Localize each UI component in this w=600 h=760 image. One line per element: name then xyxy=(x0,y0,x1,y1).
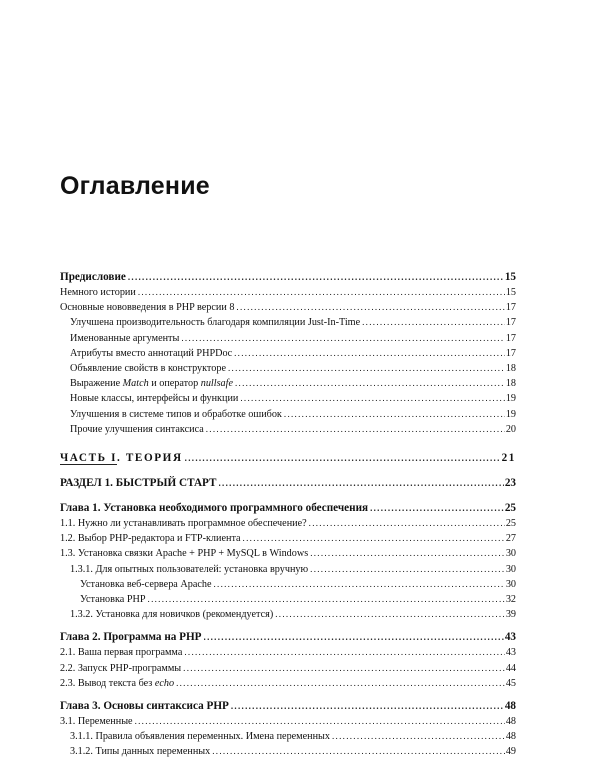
toc-entry-title: 1.3. Установка связки Apache + PHP + MySQL в Windows xyxy=(60,548,309,560)
toc-entry-page: 30 xyxy=(505,548,516,560)
dot-leader xyxy=(370,501,504,516)
toc-entry-page: 25 xyxy=(505,518,516,530)
toc-entry[interactable] xyxy=(60,391,516,406)
toc-entry-page: 19 xyxy=(505,408,516,420)
toc-entry-chapter[interactable] xyxy=(60,699,516,714)
dot-leader xyxy=(235,376,505,390)
toc-entry[interactable] xyxy=(60,516,516,531)
toc-entry-section[interactable] xyxy=(60,476,516,491)
toc-entry-page: 15 xyxy=(504,271,516,283)
dot-leader xyxy=(228,361,505,375)
dot-leader xyxy=(234,346,505,360)
toc-entry-chapter[interactable] xyxy=(60,630,516,645)
toc-entry-title: Атрибуты вместо аннотаций PHPDoc xyxy=(70,347,233,359)
toc-entry-page: 43 xyxy=(505,647,516,659)
toc-entry-page: 17 xyxy=(505,347,516,359)
toc-entry-page: 23 xyxy=(504,477,516,490)
toc-entry[interactable] xyxy=(60,676,516,691)
part-label: ЧАСТЬ I xyxy=(60,452,118,465)
toc-entry-title: 1.1. Нужно ли устанавливать программное обеспечение? xyxy=(60,518,307,530)
toc-entry-title: 2.2. Запуск PHP-программы xyxy=(60,662,182,674)
dot-leader xyxy=(219,476,504,491)
toc-entry-title: ЧАСТЬ I. ТЕОРИЯ xyxy=(60,452,183,465)
toc-entry-page: 17 xyxy=(505,317,516,329)
toc-entry-page: 17 xyxy=(505,332,516,344)
toc-entry-page: 18 xyxy=(505,378,516,390)
toc-entry[interactable] xyxy=(60,661,516,676)
dot-leader xyxy=(148,592,505,606)
toc-entry[interactable] xyxy=(60,300,516,315)
dot-leader xyxy=(138,285,505,299)
dot-leader xyxy=(184,645,504,659)
dot-leader xyxy=(362,315,505,329)
toc-entry-title: Выражение Match и оператор nullsafe xyxy=(70,378,233,390)
toc-entry[interactable] xyxy=(60,531,516,546)
toc-entry-title: 2.1. Ваша первая программа xyxy=(60,647,183,659)
toc-entry-page: 15 xyxy=(505,287,516,298)
dot-leader xyxy=(275,607,505,621)
toc-entry[interactable] xyxy=(60,645,516,660)
toc-entry-page: 43 xyxy=(504,631,516,644)
dot-leader xyxy=(236,300,504,314)
dot-leader xyxy=(243,531,505,545)
toc-entry-title: Глава 3. Основы синтаксиса PHP xyxy=(60,700,229,713)
dot-leader xyxy=(212,744,505,758)
table-of-contents xyxy=(60,270,516,760)
dot-leader xyxy=(181,331,504,345)
dot-leader xyxy=(183,661,505,675)
toc-entry-page: 48 xyxy=(505,731,516,743)
toc-entry-page: 25 xyxy=(504,502,516,515)
dot-leader xyxy=(284,407,505,421)
toc-entry-page: 27 xyxy=(505,533,516,545)
toc-entry[interactable] xyxy=(60,331,516,346)
toc-entry-title: Объявление свойств в конструкторе xyxy=(70,363,226,375)
dot-leader xyxy=(240,391,504,405)
toc-entry-title: Немного истории xyxy=(60,287,136,298)
toc-entry[interactable] xyxy=(60,592,516,607)
toc-entry-title: Улучшения в системе типов и обработке ошибок xyxy=(70,408,282,420)
toc-entry[interactable] xyxy=(60,546,516,561)
dot-leader xyxy=(185,451,501,466)
toc-entry-title: 1.3.2. Установка для новичков (рекомендуется) xyxy=(70,609,274,621)
toc-entry-page: 20 xyxy=(505,423,516,435)
dot-leader xyxy=(128,270,504,285)
toc-entry-title: 3.1.1. Правила объявления переменных. Имена переменных xyxy=(70,731,330,743)
toc-entry-page: 30 xyxy=(505,563,516,575)
toc-entry-page: 19 xyxy=(505,393,516,405)
toc-entry[interactable] xyxy=(60,361,516,376)
toc-entry-title: Улучшена производительность благодаря компиляции Just-In-Time xyxy=(70,317,361,329)
toc-entry[interactable] xyxy=(60,422,516,437)
toc-entry-title: 1.2. Выбор PHP-редактора и FTP-клиента xyxy=(60,533,241,545)
toc-entry[interactable] xyxy=(60,285,516,300)
toc-entry-title: Предисловие xyxy=(60,271,126,283)
toc-entry-title: 3.1.2. Типы данных переменных xyxy=(70,746,211,758)
toc-entry[interactable] xyxy=(60,577,516,592)
toc-entry[interactable] xyxy=(60,407,516,422)
toc-entry[interactable] xyxy=(60,607,516,622)
toc-entry[interactable] xyxy=(60,346,516,361)
page-title: Оглавление xyxy=(60,172,210,200)
toc-entry-page: 44 xyxy=(505,662,516,674)
dot-leader xyxy=(310,546,505,560)
toc-entry-title: Новые классы, интерфейсы и функции xyxy=(70,393,239,405)
toc-entry-title: Глава 1. Установка необходимого программного обеспечения xyxy=(60,502,369,515)
toc-entry-title: 1.3.1. Для опытных пользователей: установка вручную xyxy=(70,563,309,575)
toc-entry-title: Установка PHP xyxy=(80,594,146,606)
toc-entry-page: 17 xyxy=(505,302,516,314)
toc-entry-part[interactable] xyxy=(60,451,516,466)
toc-entry-page: 18 xyxy=(505,363,516,375)
toc-entry[interactable] xyxy=(60,729,516,744)
toc-entry-title: Установка веб-сервера Apache xyxy=(80,578,212,590)
dot-leader xyxy=(176,676,505,690)
toc-entry[interactable] xyxy=(60,376,516,391)
toc-entry[interactable] xyxy=(60,562,516,577)
toc-entry-title: Глава 2. Программа на PHP xyxy=(60,631,202,644)
toc-entry-title: РАЗДЕЛ 1. БЫСТРЫЙ СТАРТ xyxy=(60,477,217,490)
toc-entry[interactable] xyxy=(60,315,516,330)
toc-entry-title: 2.3. Вывод текста без echo xyxy=(60,677,175,689)
toc-entry-page: 49 xyxy=(505,746,516,758)
dot-leader xyxy=(135,714,505,728)
toc-entry-page: 30 xyxy=(505,578,516,590)
dot-leader xyxy=(332,729,505,743)
toc-entry-title: Прочие улучшения синтаксиса xyxy=(70,423,204,435)
toc-entry-page: 21 xyxy=(501,452,516,465)
toc-entry-page: 48 xyxy=(505,716,516,728)
toc-entry[interactable] xyxy=(60,714,516,729)
toc-entry-page: 32 xyxy=(505,594,516,606)
toc-entry-title: Основные нововведения в PHP версии 8 xyxy=(60,302,235,314)
toc-entry-chapter[interactable] xyxy=(60,501,516,516)
dot-leader xyxy=(310,562,505,576)
dot-leader xyxy=(204,630,504,645)
dot-leader xyxy=(231,699,504,714)
toc-entry-page: 48 xyxy=(504,700,516,713)
dot-leader xyxy=(309,516,505,530)
toc-entry-preface[interactable] xyxy=(60,270,516,285)
toc-entry-title: Именованные аргументы xyxy=(70,332,180,344)
toc-entry-title: 3.1. Переменные xyxy=(60,716,133,728)
toc-entry-page: 39 xyxy=(505,609,516,621)
toc-entry-page: 45 xyxy=(505,677,516,689)
dot-leader xyxy=(206,422,505,436)
toc-entry[interactable] xyxy=(60,744,516,759)
dot-leader xyxy=(213,577,504,591)
